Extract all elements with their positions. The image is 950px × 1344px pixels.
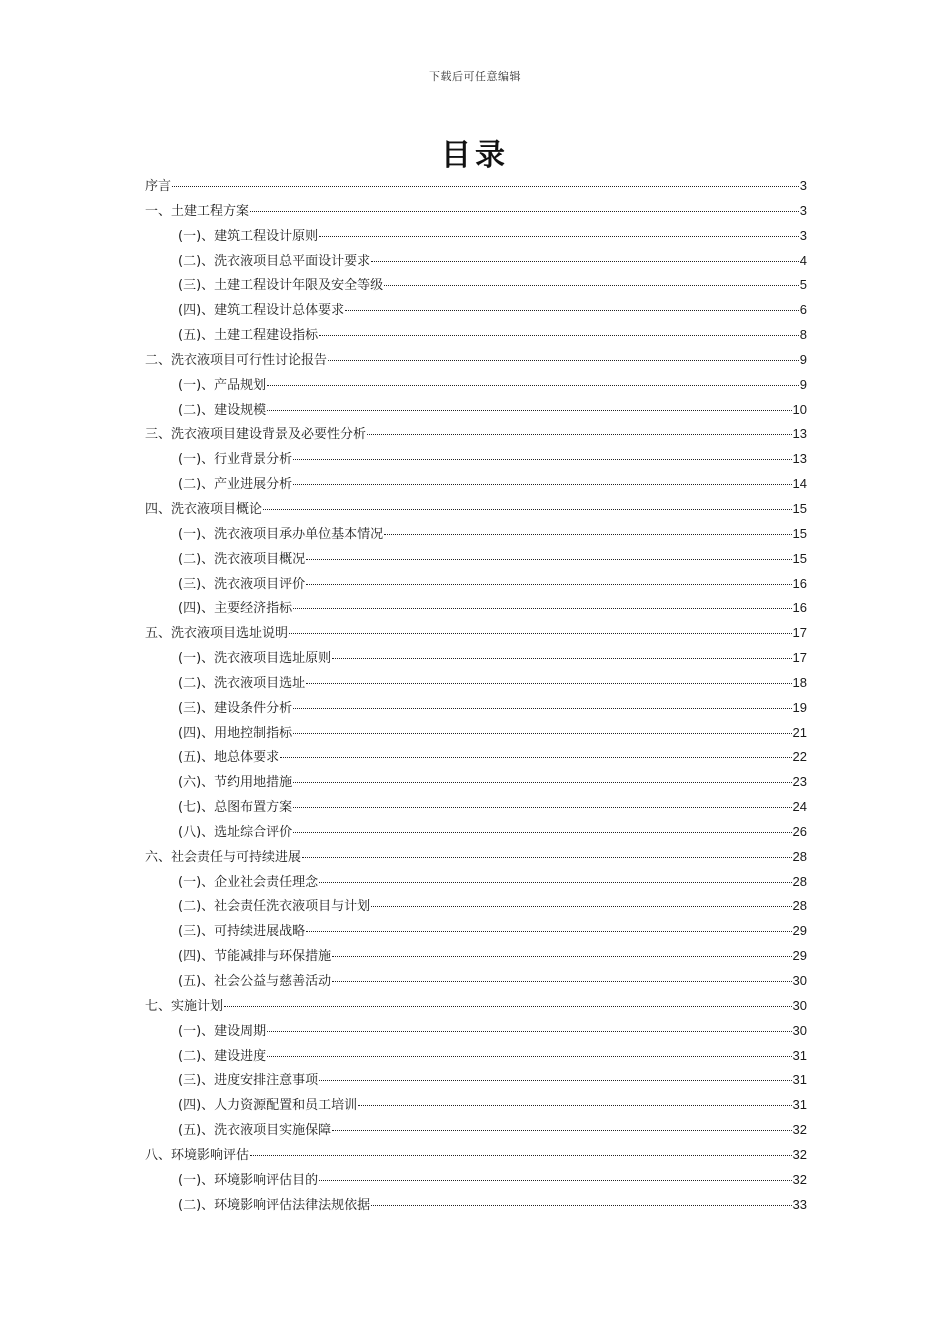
toc-entry-title: (二)、环境影响评估法律法规依据 [178, 1197, 371, 1213]
toc-dot-leader [293, 806, 791, 808]
toc-dot-leader [332, 1129, 791, 1131]
toc-dot-leader [293, 707, 791, 709]
toc-section-entry[interactable] [145, 894, 807, 919]
toc-entry-title: (三)、进度安排注意事项 [178, 1073, 319, 1089]
toc-page-number: 15 [792, 500, 807, 516]
toc-dot-leader [328, 359, 799, 361]
toc-page-number: 30 [792, 997, 807, 1013]
toc-entry-title: (一)、洗衣液项目承办单位基本情况 [178, 526, 384, 542]
table-of-contents [145, 174, 807, 1217]
toc-section-entry[interactable] [145, 398, 807, 423]
toc-page-number: 9 [799, 376, 807, 392]
toc-entry-title: (三)、洗衣液项目评价 [178, 576, 306, 592]
toc-section-entry[interactable] [145, 447, 807, 472]
toc-dot-leader [267, 1030, 791, 1032]
toc-entry-title: 序言 [145, 179, 172, 194]
toc-page-number: 31 [792, 1097, 807, 1113]
toc-page-number: 16 [792, 575, 807, 591]
toc-page-number: 28 [792, 898, 807, 914]
toc-dot-leader [280, 756, 791, 758]
toc-entry-title: (四)、节能减排与环保措施 [178, 949, 332, 965]
toc-page-number: 28 [792, 873, 807, 889]
toc-page-number: 14 [792, 476, 807, 492]
toc-page-number: 13 [792, 451, 807, 467]
toc-entry-title: (一)、产品规划 [178, 377, 267, 393]
toc-page-number: 17 [792, 650, 807, 666]
toc-dot-leader [293, 458, 791, 460]
toc-entry-title: (一)、环境影响评估目的 [178, 1172, 319, 1188]
toc-entry-title: (二)、洗衣液项目总平面设计要求 [178, 253, 371, 269]
toc-entry-title: (四)、主要经济指标 [178, 601, 293, 617]
toc-page-number: 15 [792, 525, 807, 541]
toc-page-number: 10 [792, 401, 807, 417]
toc-dot-leader [371, 905, 791, 907]
toc-dot-leader [358, 1104, 791, 1106]
toc-section-entry[interactable] [145, 1068, 807, 1093]
toc-section-entry[interactable] [145, 646, 807, 671]
toc-section-entry[interactable] [145, 870, 807, 895]
toc-entry-title: 五、洗衣液项目选址说明 [145, 626, 289, 642]
toc-section-entry[interactable] [145, 373, 807, 398]
toc-chapter-entry[interactable] [145, 174, 807, 199]
toc-entry-title: (二)、洗衣液项目选址 [178, 675, 306, 691]
toc-section-entry[interactable] [145, 721, 807, 746]
toc-section-entry[interactable] [145, 249, 807, 274]
toc-page-number: 17 [792, 625, 807, 641]
toc-entry-title: (四)、建筑工程设计总体要求 [178, 303, 345, 319]
toc-entry-title: (二)、社会责任洗衣液项目与计划 [178, 899, 371, 915]
toc-dot-leader [332, 955, 791, 957]
toc-page-number: 31 [792, 1072, 807, 1088]
toc-page-number: 3 [799, 202, 807, 218]
toc-dot-leader [267, 409, 791, 411]
toc-entry-title: (五)、土建工程建设指标 [178, 328, 319, 344]
toc-page-number: 28 [792, 848, 807, 864]
toc-entry-title: 四、洗衣液项目概论 [145, 501, 263, 517]
toc-section-entry[interactable] [145, 671, 807, 696]
toc-entry-title: 三、洗衣液项目建设背景及必要性分析 [145, 427, 367, 443]
toc-page-number: 31 [792, 1047, 807, 1063]
toc-entry-title: (六)、节约用地措施 [178, 775, 293, 791]
toc-dot-leader [302, 856, 792, 858]
toc-dot-leader [345, 309, 799, 311]
toc-page-number: 5 [799, 277, 807, 293]
toc-chapter-entry[interactable] [145, 199, 807, 224]
toc-dot-leader [263, 508, 792, 510]
toc-dot-leader [250, 210, 799, 212]
toc-dot-leader [367, 433, 792, 435]
toc-section-entry[interactable] [145, 547, 807, 572]
toc-dot-leader [306, 558, 791, 560]
toc-dot-leader [319, 334, 799, 336]
toc-page-number: 19 [792, 699, 807, 715]
toc-page-number: 32 [792, 1171, 807, 1187]
toc-title: 目录 [441, 138, 509, 173]
toc-section-entry[interactable] [145, 522, 807, 547]
toc-chapter-entry[interactable] [145, 348, 807, 373]
toc-page-number: 26 [792, 823, 807, 839]
toc-section-entry[interactable] [145, 969, 807, 994]
toc-dot-leader [384, 533, 791, 535]
toc-chapter-entry[interactable] [145, 621, 807, 646]
toc-section-entry[interactable] [145, 820, 807, 845]
toc-dot-leader [267, 384, 799, 386]
toc-page-number: 15 [792, 550, 807, 566]
toc-dot-leader [306, 682, 791, 684]
toc-entry-title: (二)、建设规模 [178, 402, 267, 418]
toc-entry-title: (五)、地总体要求 [178, 750, 280, 766]
toc-dot-leader [306, 930, 791, 932]
toc-section-entry[interactable] [145, 770, 807, 795]
toc-page-number: 3 [799, 178, 807, 193]
toc-section-entry[interactable] [145, 224, 807, 249]
toc-dot-leader [293, 732, 791, 734]
toc-page-number: 16 [792, 600, 807, 616]
toc-page-number: 23 [792, 774, 807, 790]
toc-entry-title: 六、社会责任与可持续进展 [145, 849, 302, 865]
toc-chapter-entry[interactable] [145, 994, 807, 1019]
toc-dot-leader [293, 607, 791, 609]
toc-section-entry[interactable] [145, 596, 807, 621]
toc-page-number: 30 [792, 973, 807, 988]
toc-chapter-entry[interactable] [145, 845, 807, 870]
toc-entry-title: (四)、人力资源配置和员工培训 [178, 1098, 358, 1114]
toc-dot-leader [172, 185, 799, 187]
toc-dot-leader [289, 632, 792, 634]
toc-entry-title: 一、土建工程方案 [145, 203, 250, 219]
toc-dot-leader [293, 483, 791, 485]
toc-entry-title: 七、实施计划 [145, 998, 224, 1014]
toc-entry-title: (五)、洗衣液项目实施保障 [178, 1123, 332, 1139]
toc-page-number: 30 [792, 1022, 807, 1038]
toc-chapter-entry[interactable] [145, 1143, 807, 1168]
toc-entry-title: (一)、洗衣液项目选址原则 [178, 651, 332, 667]
toc-dot-leader [267, 1055, 791, 1057]
toc-dot-leader [319, 881, 791, 883]
toc-entry-title: (一)、建设周期 [178, 1023, 267, 1039]
toc-dot-leader [319, 1079, 791, 1081]
toc-entry-title: (四)、用地控制指标 [178, 725, 293, 741]
toc-entry-title: 八、环境影响评估 [145, 1147, 250, 1163]
toc-dot-leader [371, 1204, 791, 1206]
toc-page-number: 18 [792, 674, 807, 690]
toc-entry-title: (七)、总图布置方案 [178, 800, 293, 816]
toc-dot-leader [319, 1179, 791, 1181]
toc-entry-title: (三)、可持续进展战略 [178, 924, 306, 940]
toc-entry-title: (三)、建设条件分析 [178, 700, 293, 716]
toc-dot-leader [293, 781, 791, 783]
toc-dot-leader [319, 235, 799, 237]
toc-entry-title: (八)、选址综合评价 [178, 824, 293, 840]
toc-page-number: 13 [792, 426, 807, 442]
toc-page-number: 21 [792, 724, 807, 740]
toc-section-entry[interactable] [145, 273, 807, 298]
toc-dot-leader [250, 1154, 792, 1156]
toc-entry-title: 二、洗衣液项目可行性讨论报告 [145, 352, 328, 368]
toc-section-entry[interactable] [145, 696, 807, 721]
toc-entry-title: (二)、洗衣液项目概况 [178, 551, 306, 567]
toc-page-number: 22 [792, 749, 807, 765]
toc-page-number: 9 [799, 351, 807, 367]
toc-page-number: 29 [792, 923, 807, 939]
toc-dot-leader [224, 1005, 792, 1007]
toc-section-entry[interactable] [145, 1193, 807, 1218]
toc-entry-title: (一)、建筑工程设计原则 [178, 228, 319, 244]
toc-section-entry[interactable] [145, 323, 807, 348]
toc-chapter-entry[interactable] [145, 422, 807, 447]
toc-dot-leader [306, 583, 791, 585]
toc-chapter-entry[interactable] [145, 497, 807, 522]
toc-section-entry[interactable] [145, 1118, 807, 1143]
toc-page-number: 4 [799, 252, 807, 268]
toc-section-entry[interactable] [145, 1019, 807, 1044]
toc-dot-leader [384, 284, 799, 286]
toc-section-entry[interactable] [145, 298, 807, 323]
toc-entry-title: (一)、企业社会责任理念 [178, 874, 319, 890]
toc-entry-title: (二)、产业进展分析 [178, 477, 293, 493]
toc-entry-title: (五)、社会公益与慈善活动 [178, 974, 332, 989]
toc-section-entry[interactable] [145, 1168, 807, 1193]
toc-page-number: 8 [799, 327, 807, 343]
toc-page-number: 24 [792, 799, 807, 815]
toc-section-entry[interactable] [145, 919, 807, 944]
toc-entry-title: (一)、行业背景分析 [178, 452, 293, 468]
toc-page-number: 32 [792, 1122, 807, 1138]
toc-page-number: 32 [792, 1146, 807, 1162]
header-note: 下载后可任意编辑 [429, 70, 521, 83]
toc-dot-leader [371, 260, 799, 262]
toc-section-entry[interactable] [145, 795, 807, 820]
toc-page-number: 6 [799, 302, 807, 318]
toc-dot-leader [332, 657, 791, 659]
toc-dot-leader [293, 831, 791, 833]
toc-entry-title: (二)、建设进度 [178, 1048, 267, 1064]
toc-section-entry[interactable] [145, 1093, 807, 1118]
toc-page-number: 29 [792, 948, 807, 964]
toc-section-entry[interactable] [145, 572, 807, 597]
toc-section-entry[interactable] [145, 1044, 807, 1069]
toc-entry-title: (三)、土建工程设计年限及安全等级 [178, 278, 384, 294]
toc-section-entry[interactable] [145, 944, 807, 969]
toc-section-entry[interactable] [145, 745, 807, 770]
toc-section-entry[interactable] [145, 472, 807, 497]
toc-page-number: 3 [799, 227, 807, 243]
toc-dot-leader [332, 980, 791, 982]
toc-page-number: 33 [792, 1196, 807, 1212]
